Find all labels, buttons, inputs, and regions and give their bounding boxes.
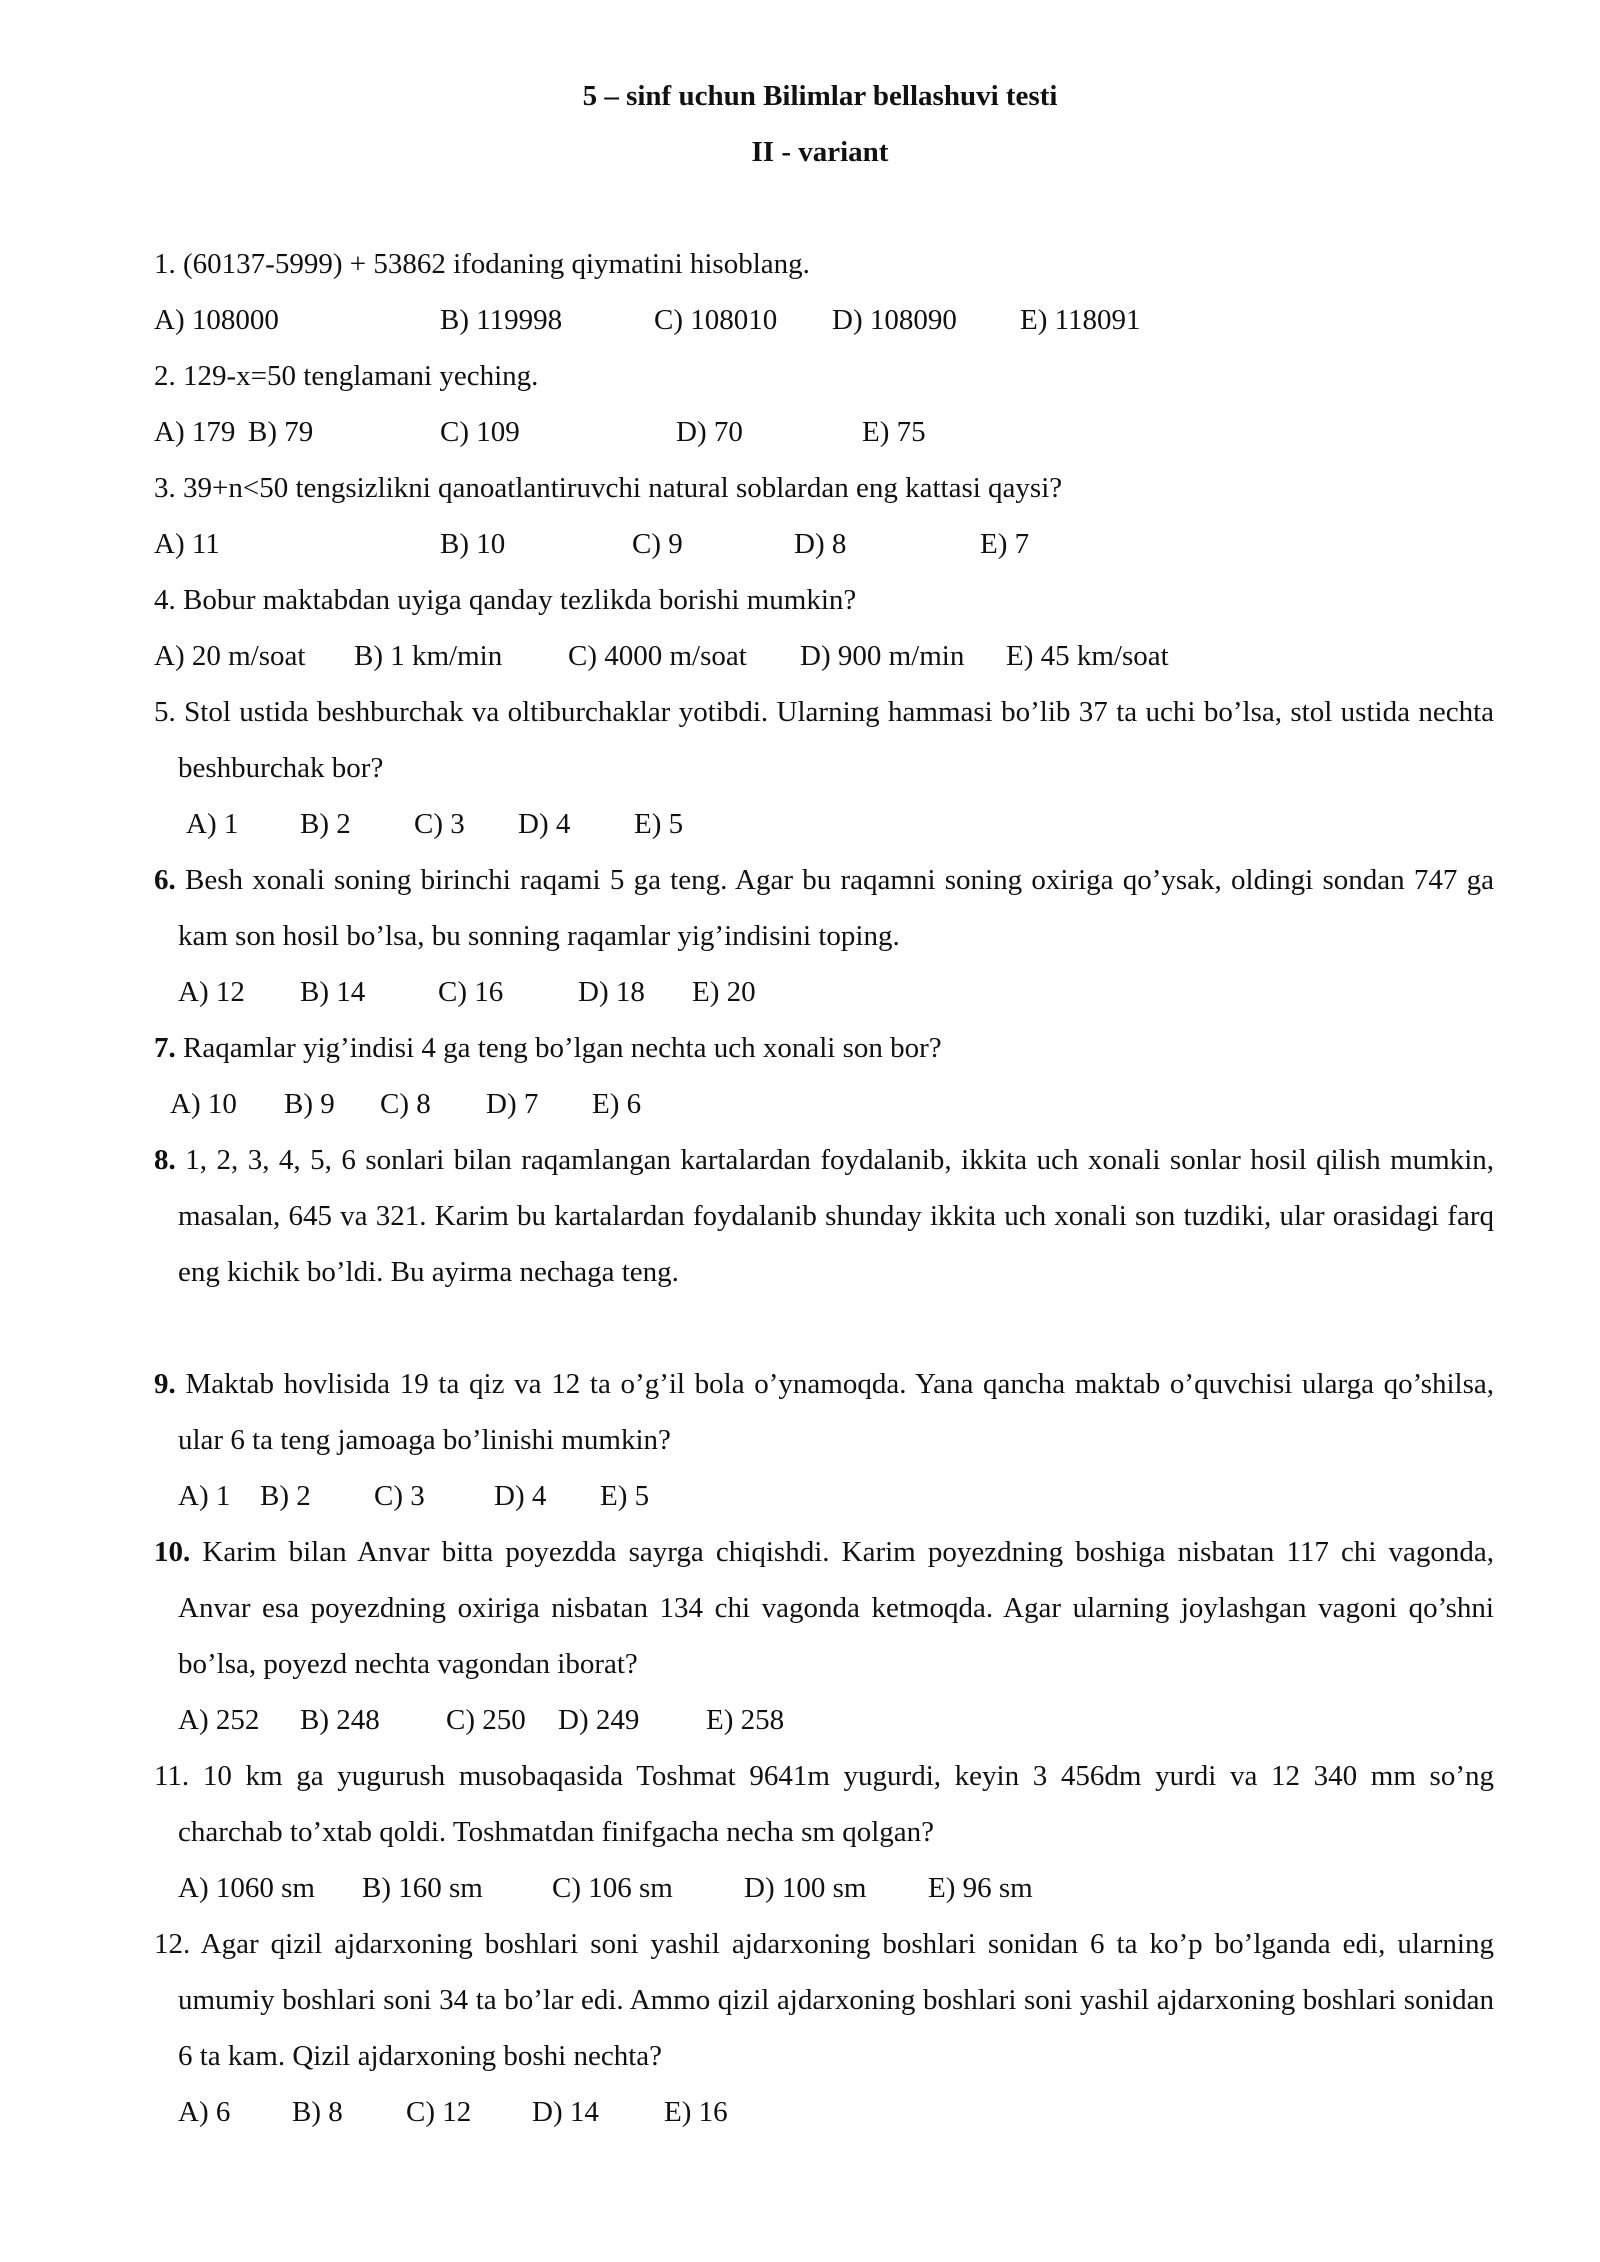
option-e: E) 5 xyxy=(634,808,684,840)
option-e: E) 258 xyxy=(706,1704,785,1736)
question-text: Agar qizil ajdarxoning boshlari soni yashil ajdarxoning boshlari sonidan 6 ta ko’p bo’lganda edi, ularning umumiy boshlari soni 34 ta bo’lar edi. Ammo qizil ajdarxoning boshlari soni yashil ajdarxoning boshlari sonidan 6 ta kam. Qizil ajdarxoning boshi nechta? xyxy=(178,1928,1494,2072)
option-b: B) 248 xyxy=(300,1704,380,1736)
option-a: A) 108000 xyxy=(154,304,279,336)
option-d: D) 7 xyxy=(486,1088,539,1120)
option-d: D) 14 xyxy=(532,2096,599,2128)
option-e: E) 7 xyxy=(980,528,1030,560)
question-5 xyxy=(154,684,1494,852)
question-number: 6. xyxy=(154,864,176,896)
option-b: B) 10 xyxy=(440,528,506,560)
question-number: 12. xyxy=(154,1928,191,1960)
option-e: E) 5 xyxy=(600,1480,650,1512)
question-8 xyxy=(154,1132,1494,1300)
option-b: B) 160 sm xyxy=(362,1872,483,1904)
option-b: B) 14 xyxy=(300,976,366,1008)
question-number: 2. xyxy=(154,360,176,392)
option-e: E) 16 xyxy=(664,2096,728,2128)
question-9 xyxy=(154,1356,1494,1524)
option-d: D) 8 xyxy=(794,528,847,560)
question-text: Besh xonali soning birinchi raqami 5 ga teng. Agar bu raqamni soning oxiriga qo’ysak, oldingi sondan 747 ga kam son hosil bo’lsa, bu sonning raqamlar yig’indisini toping. xyxy=(178,864,1495,952)
option-a: A) 1 xyxy=(186,808,239,840)
question-number: 11. xyxy=(154,1760,190,1792)
answer-options xyxy=(154,516,1494,572)
question-text: 129-x=50 tenglamani yeching. xyxy=(183,360,539,392)
answer-options xyxy=(154,1468,1494,1524)
answer-options xyxy=(154,1692,1494,1748)
answer-options xyxy=(154,1076,1494,1132)
question-number: 10. xyxy=(154,1536,191,1568)
option-e: E) 75 xyxy=(862,416,926,448)
option-b: B) 2 xyxy=(260,1480,311,1512)
option-d: D) 4 xyxy=(494,1480,547,1512)
option-e: E) 6 xyxy=(592,1088,642,1120)
page-title: 5 – sinf uchun Bilimlar bellashuvi testi xyxy=(582,80,1058,112)
option-d: D) 4 xyxy=(518,808,571,840)
option-a: A) 12 xyxy=(178,976,245,1008)
option-e: E) 20 xyxy=(692,976,756,1008)
question-text: Raqamlar yig’indisi 4 ga teng bo’lgan nechta uch xonali son bor? xyxy=(183,1032,942,1064)
option-d: D) 70 xyxy=(676,416,743,448)
answer-options xyxy=(154,404,1494,460)
question-2 xyxy=(154,348,1494,460)
spacer xyxy=(154,1300,1494,1356)
question-3 xyxy=(154,460,1494,572)
option-e: E) 96 sm xyxy=(928,1872,1033,1904)
option-c: C) 250 xyxy=(446,1704,526,1736)
question-text: Stol ustida beshburchak va oltiburchaklar yotibdi. Ularning hammasi bo’lib 37 ta uchi bo’lsa, stol ustida nechta beshburchak bor? xyxy=(178,696,1495,784)
question-number: 8. xyxy=(154,1144,176,1176)
option-c: C) 9 xyxy=(632,528,683,560)
answer-options xyxy=(154,628,1494,684)
question-text: Bobur maktabdan uyiga qanday tezlikda borishi mumkin? xyxy=(183,584,857,616)
answer-options xyxy=(154,796,1494,852)
option-c: C) 108010 xyxy=(654,304,778,336)
option-c: C) 12 xyxy=(406,2096,472,2128)
option-b: B) 9 xyxy=(284,1088,335,1120)
option-d: D) 108090 xyxy=(832,304,957,336)
option-a: A) 1060 sm xyxy=(178,1872,315,1904)
option-d: D) 249 xyxy=(558,1704,640,1736)
option-d: D) 900 m/min xyxy=(800,640,965,672)
question-6 xyxy=(154,852,1494,1020)
option-e: E) 45 km/soat xyxy=(1006,640,1169,672)
answer-options xyxy=(154,1860,1494,1916)
answer-options xyxy=(154,964,1494,1020)
question-number: 9. xyxy=(154,1368,176,1400)
question-text: (60137-5999) + 53862 ifodaning qiymatini hisoblang. xyxy=(183,248,810,280)
variant-title: II - variant xyxy=(751,136,889,168)
answer-options xyxy=(154,292,1494,348)
option-a: A) 179 xyxy=(154,416,236,448)
question-number: 1. xyxy=(154,248,176,280)
question-number: 3. xyxy=(154,472,176,504)
option-b: B) 8 xyxy=(292,2096,343,2128)
option-b: B) 2 xyxy=(300,808,351,840)
question-text: 39+n<50 tengsizlikni qanoatlantiruvchi natural soblardan eng kattasi qaysi? xyxy=(183,472,1063,504)
option-a: A) 11 xyxy=(154,528,220,560)
question-7 xyxy=(154,1020,1494,1132)
option-b: B) 79 xyxy=(248,416,314,448)
option-c: C) 3 xyxy=(414,808,465,840)
option-c: C) 4000 m/soat xyxy=(568,640,747,672)
question-number: 5. xyxy=(154,696,176,728)
question-text: Maktab hovlisida 19 ta qiz va 12 ta o’g’il bola o’ynamoqda. Yana qancha maktab o’quvchisi ularga qo’shilsa, ular 6 ta teng jamoaga bo’linishi mumkin? xyxy=(178,1368,1495,1456)
question-text: Karim bilan Anvar bitta poyezdda sayrga chiqishdi. Karim poyezdning boshiga nisbatan 117 chi vagonda, Anvar esa poyezdning oxiriga nisbatan 134 chi vagonda ketmoqda. Agar ularning joylashgan vagoni qo’shni bo’lsa, poyezd nechta vagondan iborat? xyxy=(178,1536,1495,1680)
question-4 xyxy=(154,572,1494,684)
option-a: A) 1 xyxy=(178,1480,231,1512)
question-1 xyxy=(154,236,1494,348)
option-a: A) 10 xyxy=(170,1088,237,1120)
option-c: C) 8 xyxy=(380,1088,431,1120)
option-c: C) 16 xyxy=(438,976,504,1008)
option-d: D) 100 sm xyxy=(744,1872,867,1904)
option-c: C) 3 xyxy=(374,1480,425,1512)
option-e: E) 118091 xyxy=(1020,304,1141,336)
question-11 xyxy=(154,1748,1494,1916)
option-a: A) 20 m/soat xyxy=(154,640,306,672)
option-a: A) 252 xyxy=(178,1704,260,1736)
answer-options xyxy=(154,2084,1494,2140)
option-a: A) 6 xyxy=(178,2096,231,2128)
question-12 xyxy=(154,1916,1494,2140)
questions-list xyxy=(154,236,1494,2140)
option-b: B) 1 km/min xyxy=(354,640,503,672)
option-b: B) 119998 xyxy=(440,304,563,336)
option-c: C) 106 sm xyxy=(552,1872,673,1904)
option-c: C) 109 xyxy=(440,416,520,448)
question-10 xyxy=(154,1524,1494,1748)
question-text: 10 km ga yugurush musobaqasida Toshmat 9641m yugurdi, keyin 3 456dm yurdi va 12 340 mm so’ng charchab to’xtab qoldi. Toshmatdan finifgacha necha sm qolgan? xyxy=(178,1760,1495,1848)
option-d: D) 18 xyxy=(578,976,645,1008)
question-text: 1, 2, 3, 4, 5, 6 sonlari bilan raqamlangan kartalardan foydalanib, ikkita uch xonali sonlar hosil qilish mumkin, masalan, 645 va 321. Karim bu kartalardan foydalanib shunday ikkita uch xonali son tuzdiki, ular orasidagi farq eng kichik bo’ldi. Bu ayirma nechaga teng. xyxy=(178,1144,1495,1288)
question-number: 7. xyxy=(154,1032,176,1064)
question-number: 4. xyxy=(154,584,176,616)
